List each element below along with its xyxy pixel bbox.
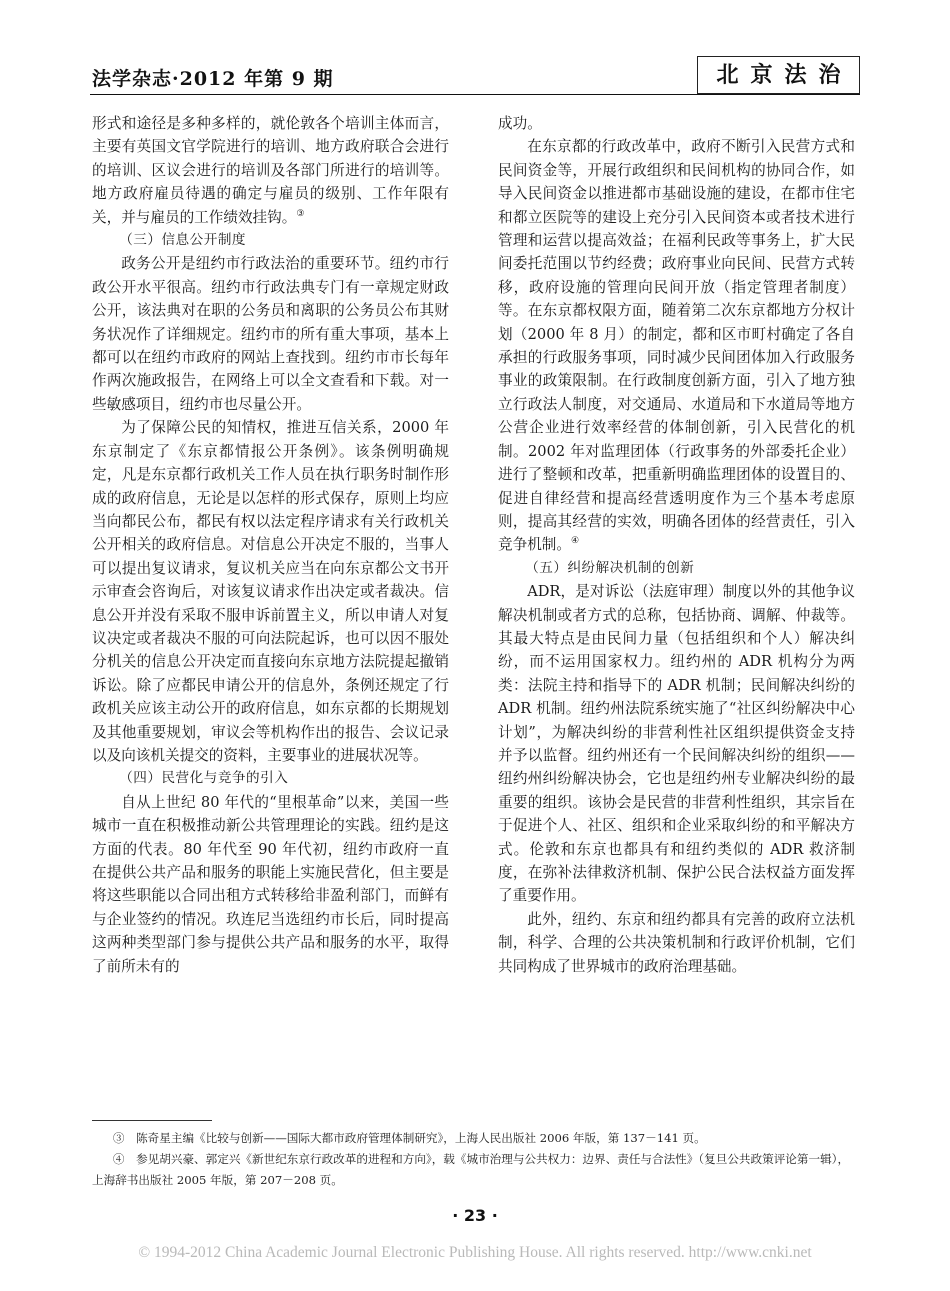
footnote-divider: [92, 1120, 212, 1121]
paragraph: 在东京都的行政改革中，政府不断引入民营方式和民间资金等，开展行政组织和民间机构的协同合作，如导入民间资金以推进都市基础设施的建设，在都市住宅和都立医院等的建设上充分引入民间资本或者技术进行管理和运营以提高效益；在福利民政等事务上，扩大民间委托范围以节约经费；政府事业向民间、民营方式转移，政府设施的管理向民间开放（指定管理者制度）等。在东京都权限方面，随着第二次东京都地方分权计划（2000 年 8 月）的制定，都和区市町村确定了各自承担的行政服务事项，同时减少民间团体加入行政服务事业的政策限制。在行政制度创新方面，引入了地方独立行政法人制度，对交通局、水道局和下水道局等地方公营企业进行效率经营的体制创新，引入民营化的机制。2002 年对监理团体（行政事务的外部委托企业）进行了整顿和改革，把重新明确监理团体的设置目的、促进自律经营和提高经营透明度作为三个基本考虑原则，提高其经营的实效，明确各团体的经营责任，引入竞争机制。④: [498, 138, 855, 554]
paragraph: 为了保障公民的知情权，推进互信关系，2000 年东京制定了《东京都情报公开条例》。该条例明确规定，凡是东京都行政机关工作人员在执行职务时制作形成的政府信息，无论是以怎样的形式保存，原则上均应当向都民公布，都民有权以法定程序请求有关行政机关公开相关的政府信息。对信息公开决定不服的，当事人可以提出复议请求，复议机关应当在向东京都公文书开示审查会咨询后，对该复议请求作出决定或者裁决。信息公开并没有采取不服申诉前置主义，所以申请人对复议决定或者裁决不服的可向法院起诉，也可以因不服处分机关的信息公开决定而直接向东京地方法院提起撤销诉讼。除了应都民申请公开的信息外，条例还规定了行政机关应该主动公开的政府信息，如东京都的长期规划及其他重要规划，审议会等机构作出的报告、会议记录以及向该机关提交的资料，主要事业的进展状况等。: [92, 419, 449, 764]
footnote: ③ 陈奇星主编《比较与创新——国际大都市政府管理体制研究》，上海人民出版社 2006 年版，第 137－141 页。: [112, 1131, 706, 1145]
copyright-watermark: © 1994-2012 China Academic Journal Electronic Publishing House. All rights reserved. http://www.cnki.net: [138, 1244, 812, 1261]
section-heading: （五）纠纷解决机制的创新: [525, 559, 695, 576]
section-title-box: 北京法治: [697, 56, 860, 94]
footnote-marker: ③: [296, 208, 305, 219]
paragraph: 此外，纽约、东京和纽约都具有完善的政府立法机制，科学、合理的公共决策机制和行政评价机制，它们共同构成了世界城市的政府治理基础。: [498, 910, 855, 975]
paragraph: 成功。: [498, 115, 542, 132]
right-column: [498, 112, 855, 978]
header-divider: [90, 94, 860, 95]
paragraph: 政务公开是纽约市行政法治的重要环节。纽约市行政公开水平很高。纽约市行政法典专门有一章规定财政公开，该法典对在职的公务员和离职的公务员公布其财务状况作了详细规定。纽约市的所有重大事项，基本上都可以在纽约市政府的网站上查找到。纽约市市长每年作两次施政报告，在网络上可以全文查看和下载。对一些敏感项目，纽约市也尽量公开。: [92, 255, 449, 413]
footnote-marker: ④: [570, 536, 580, 547]
footnote: ④ 参见胡兴豪、郭定兴《新世纪东京行政改革的进程和方向》，载《城市治理与公共权力：边界、责任与合法性》（复旦公共政策评论第一辑），上海辞书出版社 2005 年版，第 207－208 页。: [92, 1152, 850, 1187]
paragraph: 自从上世纪 80 年代的“里根革命”以来，美国一些城市一直在积极推动新公共管理理论的实践。纽约是这方面的代表。80 年代至 90 年代初，纽约市政府一直在提供公共产品和服务的职能上实施民营化，但主要是将这些职能以合同出租方式转移给非盈利部门，而鲜有与企业签约的情况。玖连尼当选纽约市长后，同时提高这两种类型部门参与提供公共产品和服务的水平，取得了前所未有的: [92, 793, 449, 975]
footnotes: [92, 1128, 860, 1191]
paragraph: ADR，是对诉讼（法庭审理）制度以外的其他争议解决机制或者方式的总称，包括协商、调解、仲裁等。其最大特点是由民间力量（包括组织和个人）解决纠纷，而不运用国家权力。纽约州的 ADR 机构分为两类：法院主持和指导下的 ADR 机制；民间解决纠纷的 ADR 机制。纽约州法院系统实施了“社区纠纷解决中心计划”，为解决纠纷的非营利性社区组织提供资金支持并予以监督。纽约州还有一个民间解决纠纷的组织——纽约州纠纷解决协会，它也是纽约州专业解决纠纷的最重要的组织。该协会是民营的非营利性组织，其宗旨在于促进个人、社区、组织和企业采取纠纷的和平解决方式。伦敦和东京也都具有和纽约类似的 ADR 救济制度，在弥补法律救济机制、保护公民合法权益方面发挥了重要作用。: [498, 583, 855, 905]
left-column: [92, 112, 449, 978]
journal-header: 法学杂志·2012 年第 9 期: [92, 68, 334, 90]
paragraph: 形式和途径是多种多样的，就伦敦各个培训主体而言，主要有英国文官学院进行的培训、地方政府联合会进行的培训、区议会进行的培训及各部门所进行的培训等。地方政府雇员待遇的确定与雇员的级别、工作年限有关，并与雇员的工作绩效挂钩。③: [92, 115, 449, 226]
section-heading: （四）民营化与竞争的引入: [119, 770, 289, 787]
section-heading: （三）信息公开制度: [119, 232, 247, 249]
page-number: · 23 ·: [452, 1206, 498, 1225]
